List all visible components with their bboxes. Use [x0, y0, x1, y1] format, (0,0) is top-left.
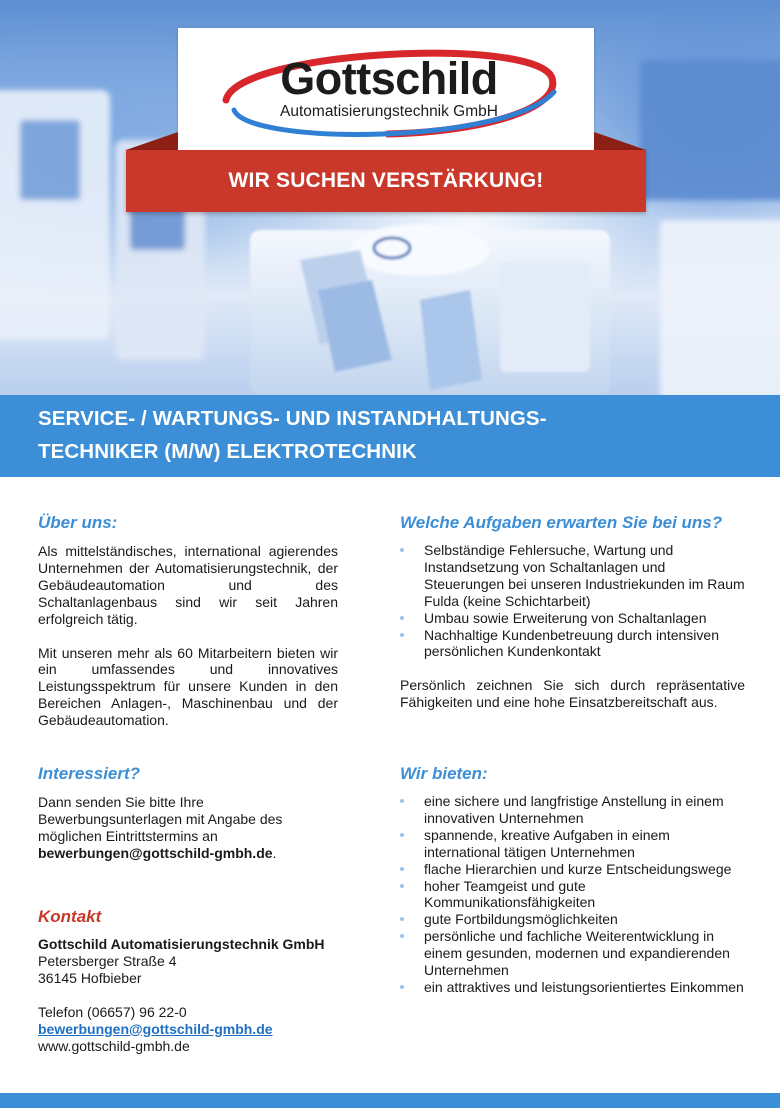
- contact-company: Gottschild Automatisierungstechnik GmbH: [38, 936, 325, 952]
- bullet-icon: [400, 833, 404, 837]
- about-heading: Über uns:: [38, 513, 118, 532]
- bullet-icon: [400, 548, 404, 552]
- list-item: Umbau sowie Erweiterung von Schaltanlagen: [400, 610, 745, 627]
- bullet-icon: [400, 633, 404, 637]
- list-item: Nachhaltige Kundenbetreuung durch intensiven persönlichen Kundenkontakt: [400, 627, 745, 661]
- bullet-icon: [400, 985, 404, 989]
- bullet-icon: [400, 934, 404, 938]
- job-title-band: [0, 395, 780, 477]
- list-item: Selbständige Fehlersuche, Wartung und Instandsetzung von Schaltanlagen und Steuerungen bei unseren Industriekunden im Raum Fulda (keine Schichtarbeit): [400, 542, 745, 610]
- bullet-icon: [400, 917, 404, 921]
- list-item: gute Fortbildungsmöglichkeiten: [400, 911, 745, 928]
- contact-phone: Telefon (06657) 96 22-0: [38, 1003, 187, 1020]
- list-item: spannende, kreative Aufgaben in einem international tätigen Unternehmen: [400, 827, 745, 861]
- tasks-heading: Welche Aufgaben erwarten Sie bei uns?: [400, 513, 723, 532]
- tasks-closing: Persönlich zeichnen Sie sich durch repräsentative Fähigkeiten und eine hohe Einsatzbereitschaft aus.: [400, 677, 745, 711]
- about-paragraph-2: Mit unseren mehr als 60 Mitarbeitern bieten wir ein umfassendes und innovatives Leistungsspektrum für unsere Kunden in den Bereichen Anlagen-, Maschinenbau und der Gebäudeautomation.: [38, 644, 338, 729]
- interested-body: Dann senden Sie bitte Ihre Bewerbungsunterlagen mit Angabe des möglichen Eintrittstermins an: [38, 794, 283, 844]
- contact-details: [38, 936, 338, 1054]
- list-item: hoher Teamgeist und gute Kommunikationsfähigkeiten: [400, 878, 745, 912]
- company-logo: [178, 28, 594, 168]
- about-section: [38, 513, 338, 729]
- hiring-banner-text: WIR SUCHEN VERSTÄRKUNG!: [228, 169, 544, 192]
- interested-period: .: [272, 844, 277, 861]
- interested-text: [38, 794, 338, 862]
- logo-company-name: Gottschild: [280, 53, 498, 104]
- ribbon-fold-left: [126, 132, 178, 150]
- offers-list: [400, 793, 745, 996]
- footer-band: [0, 1093, 780, 1108]
- application-email[interactable]: bewerbungen@gottschild-gmbh.de: [38, 844, 273, 861]
- list-item: persönliche und fachliche Weiterentwicklung in einem gesunden, modernen und expandierenden Unternehmen: [400, 928, 745, 979]
- list-item: eine sichere und langfristige Anstellung in einem innovativen Unternehmen: [400, 793, 745, 827]
- about-paragraph-1: Als mittelständisches, international agierendes Unternehmen der Automatisierungstechnik, der Gebäudeautomation und des Schaltanlagenbaus sind wir seit Jahren erfolgreich tätig.: [38, 543, 338, 627]
- interested-section: [38, 764, 338, 862]
- bullet-icon: [400, 884, 404, 888]
- contact-email-link[interactable]: bewerbungen@gottschild-gmbh.de: [38, 1020, 273, 1037]
- hiring-banner: [126, 150, 646, 212]
- job-title-line-1: SERVICE- / WARTUNGS- UND INSTANDHALTUNGS-: [38, 407, 547, 430]
- offers-section: [400, 764, 745, 996]
- ribbon-fold-right: [594, 132, 646, 150]
- list-item: flache Hierarchien und kurze Entscheidungswege: [400, 861, 745, 878]
- offers-heading: Wir bieten:: [400, 764, 488, 783]
- logo-company-subtitle: Automatisierungstechnik GmbH: [280, 103, 498, 120]
- interested-heading: Interessiert?: [38, 764, 141, 783]
- contact-street: Petersberger Straße 4: [38, 952, 177, 969]
- job-title-line-2: TECHNIKER (M/W) ELEKTROTECHNIK: [38, 440, 417, 463]
- contact-city: 36145 Hofbieber: [38, 969, 142, 986]
- hero-photo-circuit-breakers: [0, 0, 780, 395]
- bullet-icon: [400, 867, 404, 871]
- contact-website[interactable]: www.gottschild-gmbh.de: [38, 1037, 190, 1054]
- contact-section: [38, 907, 338, 1054]
- bullet-icon: [400, 616, 404, 620]
- list-item: ein attraktives und leistungsorientiertes Einkommen: [400, 979, 745, 996]
- bullet-icon: [400, 799, 404, 803]
- tasks-section: [400, 513, 745, 711]
- contact-heading: Kontakt: [38, 907, 102, 926]
- tasks-list: [400, 542, 745, 660]
